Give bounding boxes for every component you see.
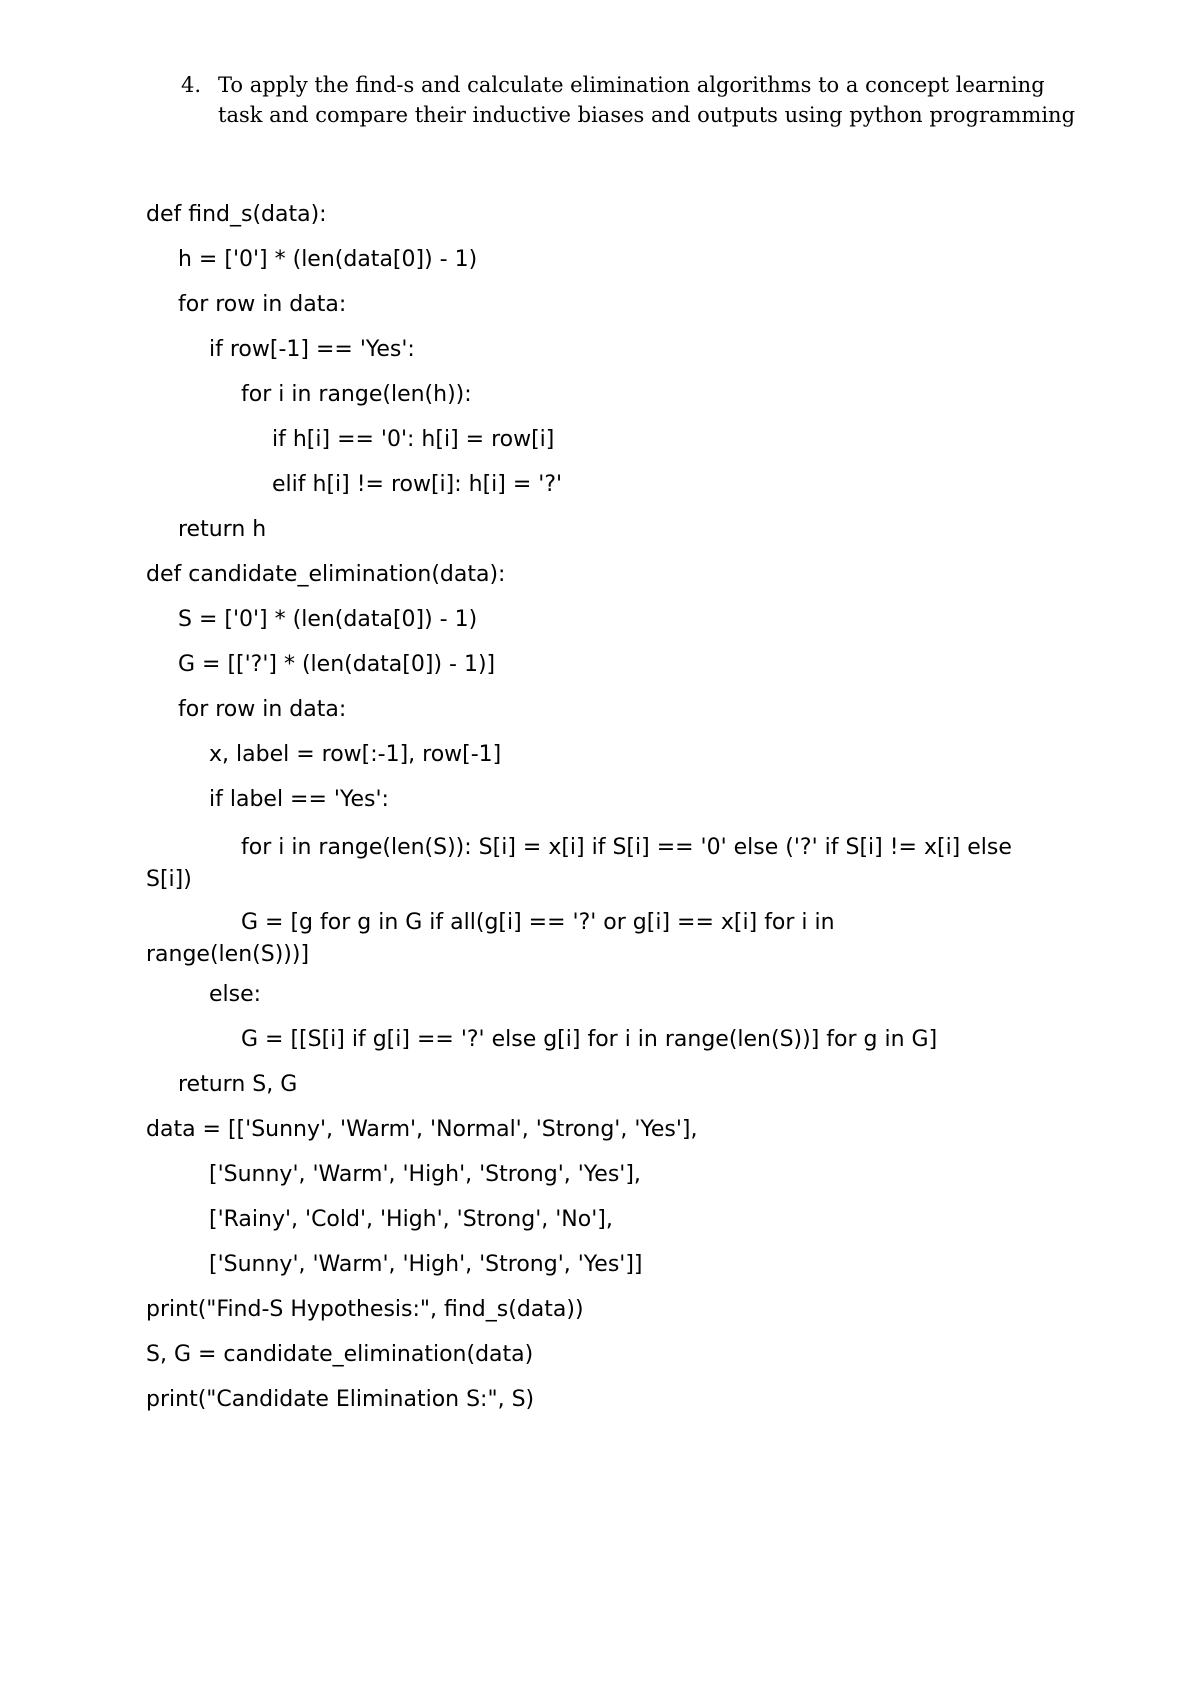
code-line: G = [[S[i] if g[i] == '?' else g[i] for i in range(len(S))] for g in G] [241,1027,938,1052]
task-heading [181,70,1081,130]
code-line: ['Sunny', 'Warm', 'High', 'Strong', 'Yes']] [209,1252,643,1277]
code-line: def find_s(data): [146,202,327,227]
code-line: ['Sunny', 'Warm', 'High', 'Strong', 'Yes'], [209,1162,641,1187]
code-line: print("Find-S Hypothesis:", find_s(data)) [146,1297,584,1322]
code-line: if h[i] == '0': h[i] = row[i] [272,427,555,452]
code-line: for i in range(len(S)): S[i] = x[i] if S[i] == '0' else ('?' if S[i] != x[i] else S[i]) [146,835,1012,892]
code-line: data = [['Sunny', 'Warm', 'Normal', 'Strong', 'Yes'], [146,1117,698,1142]
code-line: for row in data: [178,697,347,722]
code-line: ['Rainy', 'Cold', 'High', 'Strong', 'No'], [209,1207,613,1232]
code-line: S = ['0'] * (len(data[0]) - 1) [178,607,478,632]
code-line: x, label = row[:-1], row[-1] [209,742,502,767]
code-line: for row in data: [178,292,347,317]
code-line: return S, G [178,1072,298,1097]
task-number: 4. [181,73,202,97]
code-line: elif h[i] != row[i]: h[i] = '?' [272,472,563,497]
code-line: else: [209,982,262,1007]
code-line: G = [g for g in G if all(g[i] == '?' or g[i] == x[i] for i in range(len(S)))] [146,910,835,967]
code-line: return h [178,517,267,542]
code-line: S, G = candidate_elimination(data) [146,1342,534,1367]
code-line: print("Candidate Elimination S:", S) [146,1387,535,1412]
code-line: h = ['0'] * (len(data[0]) - 1) [178,247,478,272]
code-line: if row[-1] == 'Yes': [209,337,415,362]
task-title: To apply the find-s and calculate elimination algorithms to a concept learning task and compare their inductive biases and outputs using python programming [218,73,1076,127]
code-line: G = [['?'] * (len(data[0]) - 1)] [178,652,496,677]
code-line: for i in range(len(h)): [241,382,472,407]
code-line: def candidate_elimination(data): [146,562,506,587]
code-line: if label == 'Yes': [209,787,389,812]
